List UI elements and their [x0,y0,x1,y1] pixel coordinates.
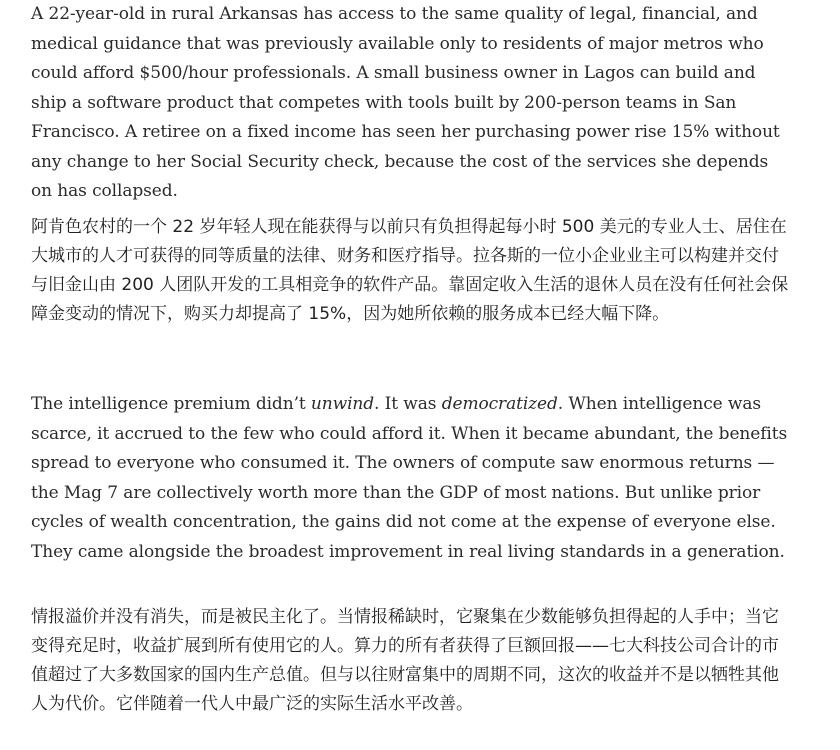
emphasis-democratized: democratized [441,394,558,414]
paragraph-chinese-1: 阿肯色农村的一个 22 岁年轻人现在能获得与以前只有负担得起每小时 500 美元的专业人士、居住在大城市的人才可获得的同等质量的法律、财务和医疗指导。拉各斯的一位小企业业主可以构建并交付与旧金山由 200 人团队开发的工具相竞争的软件产品。靠固定收入生活的退休人员在没有任何社会保障金变动的情况下，购买力却提高了 15%，因为她所依赖的服务成本已经大幅下降。 [31,217,789,324]
text-run: . It was [374,394,442,414]
paragraph-english-2 [31,390,791,567]
paragraph-english-1: A 22-year-old in rural Arkansas has access to the same quality of legal, financial, and medical guidance that was previously available only to residents of major metros who could afford $500/hour professionals. A small business owner in Lagos can build and ship a software product that competes with tools built by 200-person teams in San Francisco. A retiree on a fixed income has seen her purchasing power rise 15% without any change to her Social Security check, because the cost of the services she depends on has collapsed. [31,4,780,201]
paragraph-chinese-2: 情报溢价并没有消失，而是被民主化了。当情报稀缺时，它聚集在少数能够负担得起的人手中；当它变得充足时，收益扩展到所有使用它的人。算力的所有者获得了巨额回报——七大科技公司合计的市值超过了大多数国家的国内生产总值。但与以往财富集中的周期不同，这次的收益并不是以牺牲其他人为代价。它伴随着一代人中最广泛的实际生活水平改善。 [31,607,779,714]
text-run: . When intelligence was scarce, it accrued to the few who could afford it. When it became abundant, the benefits spread to everyone who consumed it. The owners of compute saw enormous returns — the Mag 7 are collectively worth more than the GDP of most nations. But unlike prior cycles of wealth concentration, the gains did not come at the expense of everyone else. They came alongside the broadest improvement in real living standards in a generation. [31,394,788,562]
text-run: The intelligence premium didn’t [31,394,311,414]
emphasis-unwind: unwind [310,394,375,414]
